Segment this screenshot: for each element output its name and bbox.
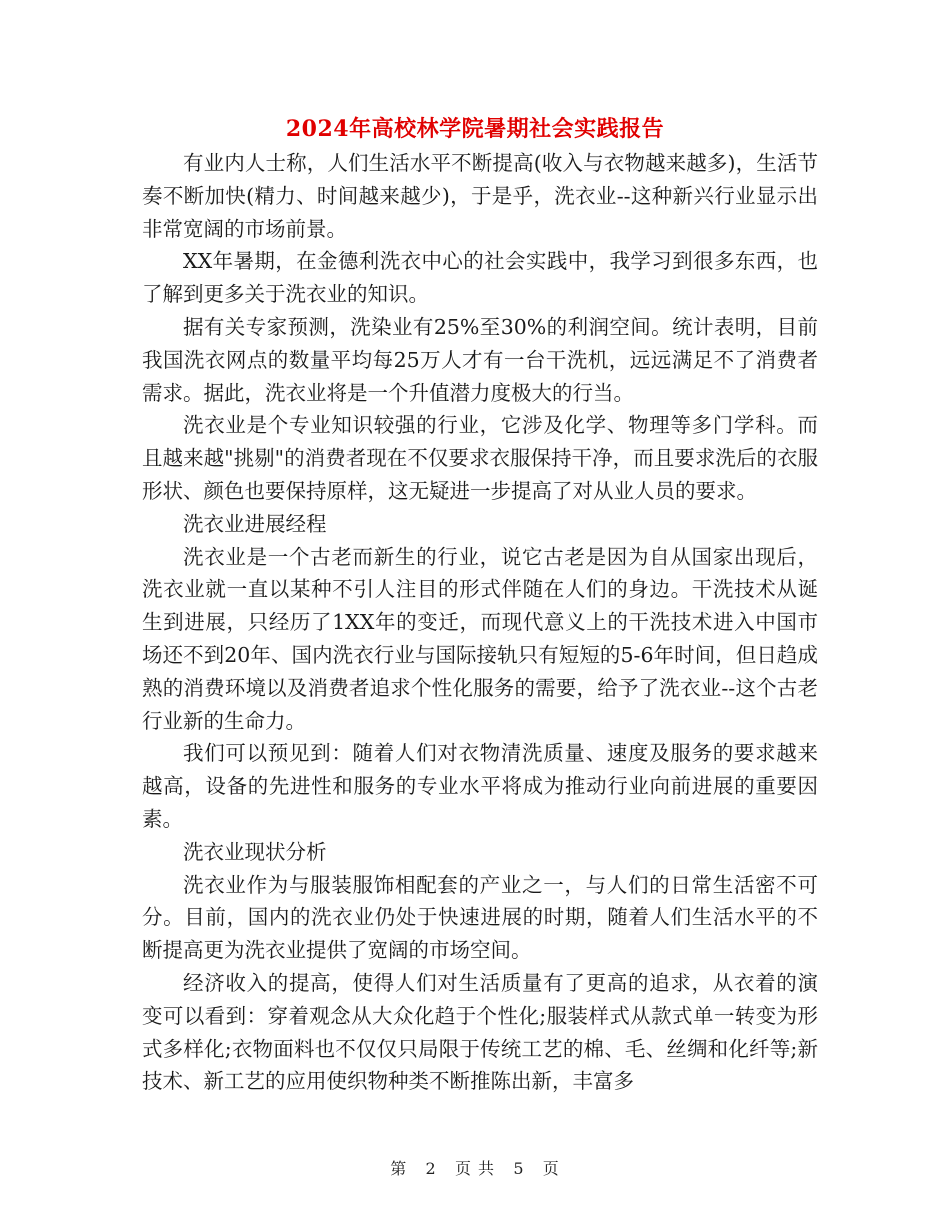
paragraph-history: 洗衣业是一个古老而新生的行业，说它古老是因为自从国家出现后，洗衣业就一直以某种不引人注目的形式伴随在人们的身边。干洗技术从诞生到进展，只经历了1XX年的变迁，而现代意义上的干洗技术进入中国市场还不到20年、国内洗衣行业与国际接轨只有短短的5-6年时间，但日趋成熟的消费环境以及消费者追求个性化服务的需要，给予了洗衣业--这个古老行业新的生命力。: [142, 544, 818, 733]
footer-total-pages: 5: [513, 1159, 525, 1178]
document-body: [142, 147, 818, 1098]
footer-middle: 页 共: [454, 1159, 496, 1178]
footer-suffix: 页: [542, 1159, 560, 1178]
paragraph-intro: 有业内人士称，人们生活水平不断提高(收入与衣物越来越多)，生活节奏不断加快(精力、时间越来越少)，于是乎，洗衣业--这种新兴行业显示出非常宽阔的市场前景。: [142, 151, 818, 241]
footer-prefix: 第: [390, 1159, 408, 1178]
page-footer: [0, 1156, 950, 1179]
paragraph-foresight: 我们可以预见到：随着人们对衣物清洗质量、速度及服务的要求越来越高，设备的先进性和服务的专业水平将成为推动行业向前进展的重要因素。: [142, 741, 818, 831]
section-heading-history: 洗衣业进展经程: [183, 511, 327, 536]
section-heading-status: 洗衣业现状分析: [183, 839, 327, 864]
footer-current-page: 2: [425, 1159, 437, 1178]
paragraph-summer-practice: XX年暑期，在金德利洗衣中心的社会实践中，我学习到很多东西，也了解到更多关于洗衣业的知识。: [142, 249, 818, 307]
paragraph-expert-forecast: 据有关专家预测，洗染业有25%至30%的利润空间。统计表明，目前我国洗衣网点的数量平均每25万人才有一台干洗机，远远满足不了消费者需求。据此，洗衣业将是一个升值潜力度极大的行当。: [142, 314, 818, 405]
paragraph-status: 洗衣业作为与服装服饰相配套的产业之一，与人们的日常生活密不可分。目前，国内的洗衣业仍处于快速进展的时期，随着人们生活水平的不断提高更为洗衣业提供了宽阔的市场空间。: [142, 872, 818, 963]
paragraph-income: 经济收入的提高，使得人们对生活质量有了更高的追求，从衣着的演变可以看到：穿着观念从大众化趋于个性化;服装样式从款式单一转变为形式多样化;衣物面料也不仅仅只局限于传统工艺的棉、毛、丝绸和化纤等;新技术、新工艺的应用使织物种类不断推陈出新，丰富多: [142, 970, 818, 1094]
paragraph-professional-knowledge: 洗衣业是个专业知识较强的行业，它涉及化学、物理等多门学科。而且越来越"挑剔"的消费者现在不仅要求衣服保持干净，而且要求洗后的衣服形状、颜色也要保持原样，这无疑进一步提高了对从业人员的要求。: [142, 413, 818, 503]
document-title: 2024年高校林学院暑期社会实践报告: [285, 116, 665, 142]
